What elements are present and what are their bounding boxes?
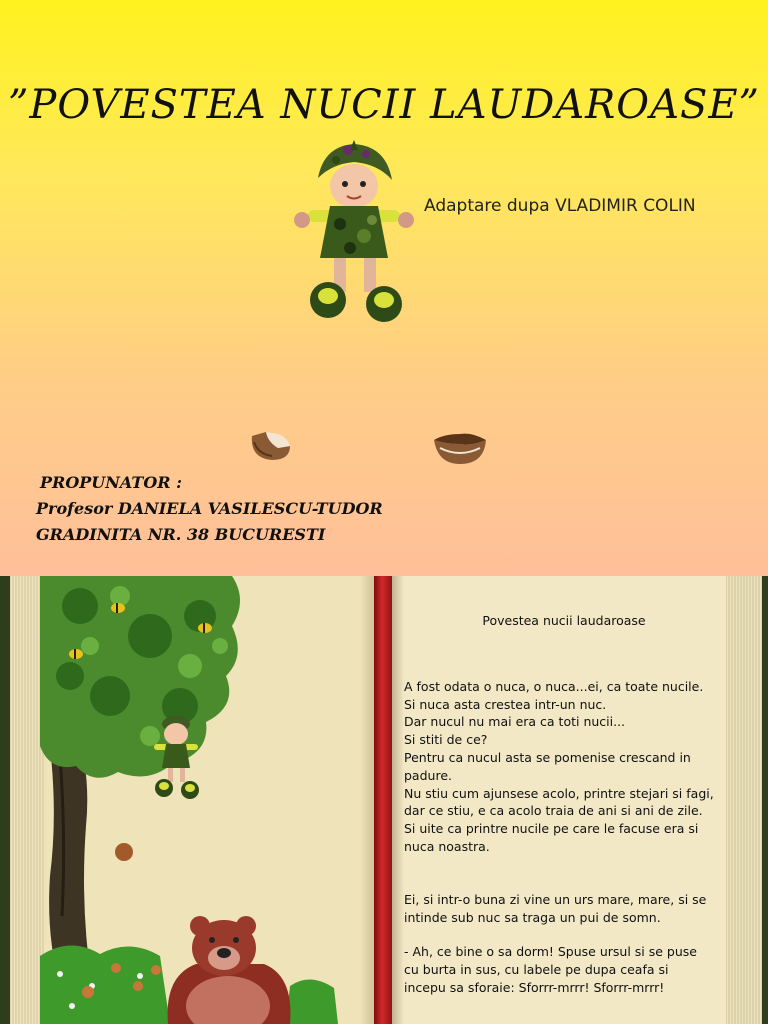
story-line: Pentru ca nucul asta se pomenise crescand in padure. xyxy=(404,749,691,783)
doll-illustration xyxy=(288,140,420,330)
story-line: A fost odata o nuca, o nuca...ei, ca toate nucile. xyxy=(404,678,704,694)
story-line: - Ah, ce bine o sa dorm! Spuse ursul si se puse cu burta in sus, cu labele pe dupa ceafa si incepu sa sforaie: Sforrr-mrrr! Sforrr-mrrr! xyxy=(404,944,697,995)
subtitle: Adaptare dupa VLADIMIR COLIN xyxy=(424,196,696,216)
nutshell-left-illustration xyxy=(248,428,294,464)
bear-illustration xyxy=(168,916,291,1024)
story-title: Povestea nucii laudaroase xyxy=(482,613,646,628)
story-line: Dar nucul nu mai era ca toti nucii... xyxy=(404,714,626,730)
story-line: Nu stiu cum ajunsese acolo, printre stejari si fagi, dar ce stiu, e ca acolo traia de ani si ani de zile. xyxy=(404,785,714,819)
author-block xyxy=(36,470,383,548)
bookmark-ribbon xyxy=(374,576,392,1024)
author-line-teacher: Profesor DANIELA VASILESCU-TUDOR xyxy=(36,499,383,518)
author-line-proposer: PROPUNATOR : xyxy=(40,473,183,492)
nutshell-right-illustration xyxy=(432,430,488,466)
slide-title: ”POVESTEA NUCII LAUDAROASE” xyxy=(7,82,761,128)
story-line: Ei, si intr-o buna zi vine un urs mare, mare, si se intinde sub nuc sa traga un pui de somn. xyxy=(404,891,707,925)
story-line: Si stiti de ce? xyxy=(404,732,488,748)
story-line: Si uite ca printre nucile pe care le facuse era si nuca noastra. xyxy=(404,821,699,854)
forest-scene-illustration xyxy=(0,576,370,1024)
story-slide xyxy=(0,576,768,1024)
story-text xyxy=(404,612,714,997)
book-page-edges-right xyxy=(726,576,762,1024)
story-line: Si nuca asta crestea intr-un nuc. xyxy=(404,696,607,712)
author-line-school: GRADINITA NR. 38 BUCURESTI xyxy=(36,525,326,544)
